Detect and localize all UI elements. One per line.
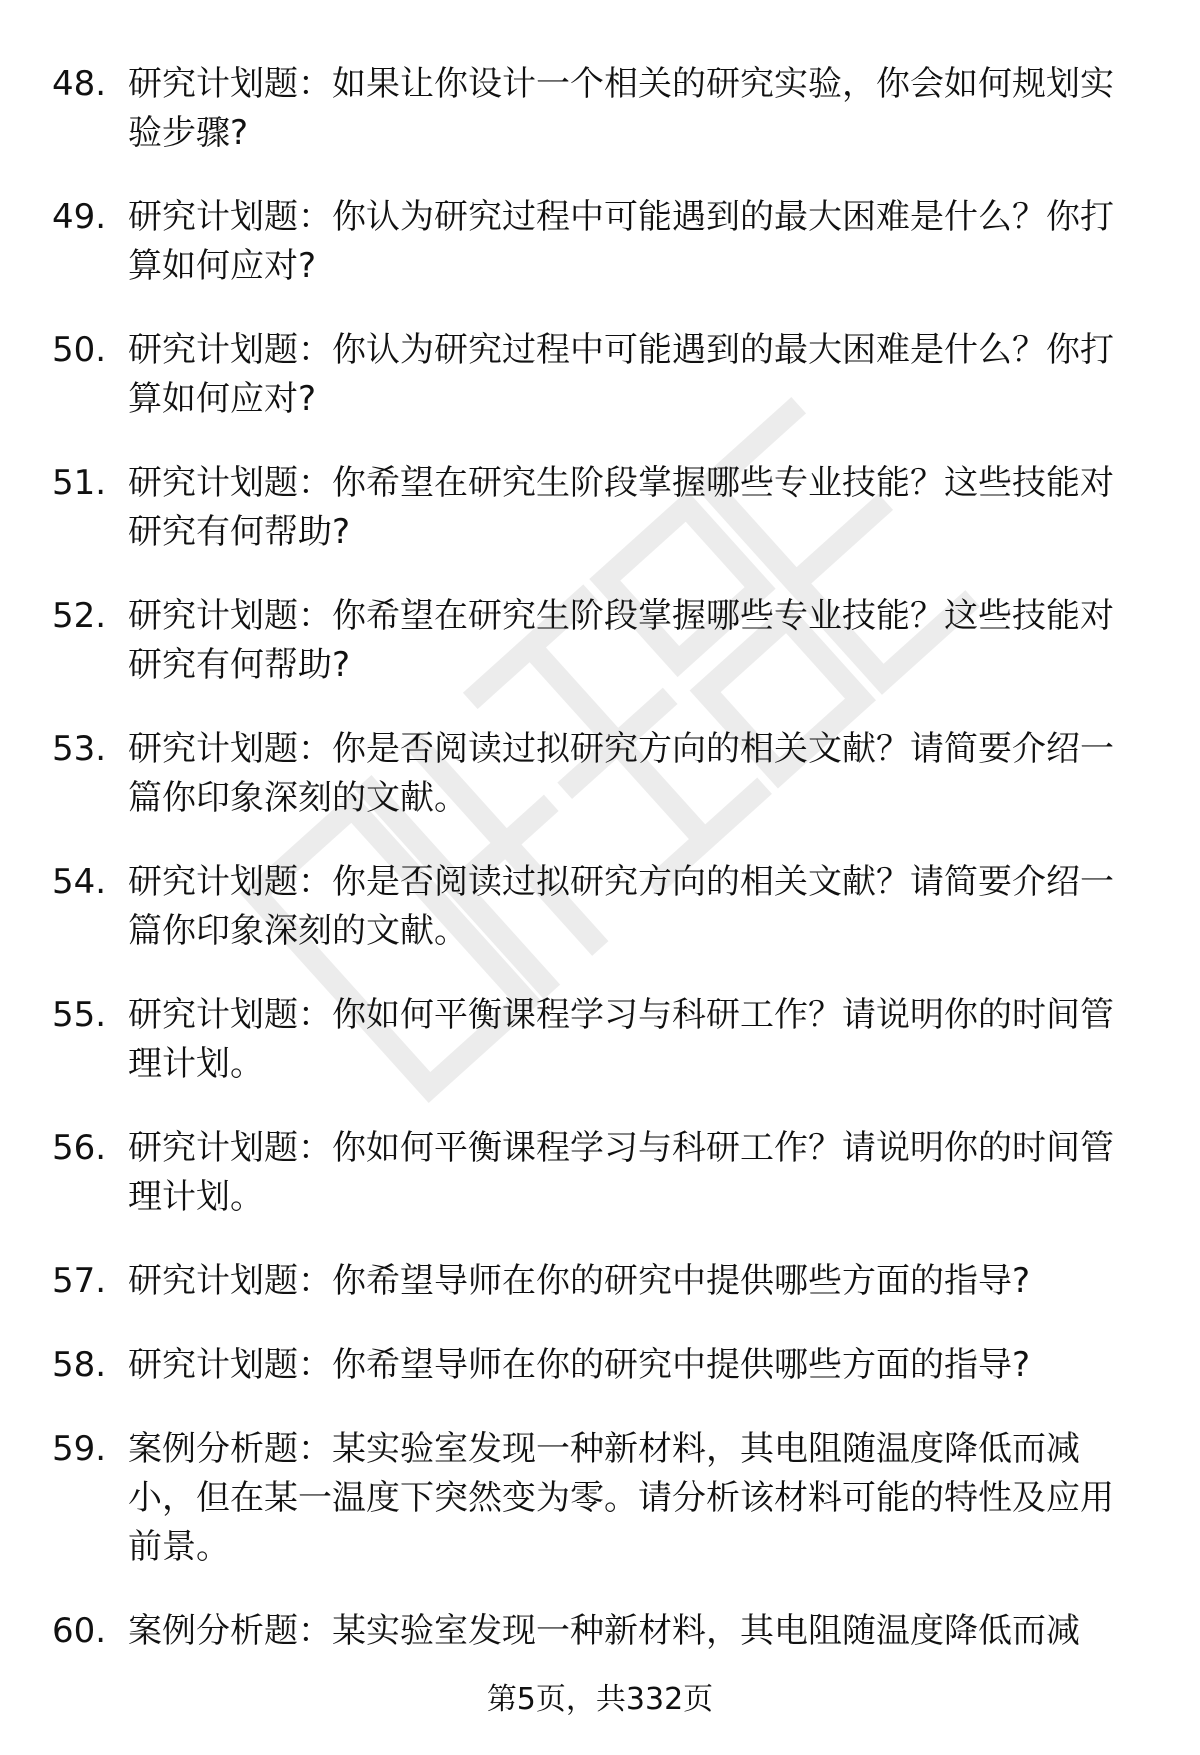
question-item — [52, 991, 1142, 1089]
question-item — [52, 1257, 1142, 1306]
question-text: 研究计划题：你希望在研究生阶段掌握哪些专业技能？这些技能对研究有何帮助? — [128, 596, 1114, 685]
question-item — [52, 592, 1142, 690]
question-text: 案例分析题：某实验室发现一种新材料，其电阻随温度降低而减小，但在某一温度下突然变为零。请分析该材料可能的特性及应用前景。 — [128, 1429, 1114, 1567]
question-number: 55. — [52, 995, 107, 1035]
question-text: 研究计划题：你认为研究过程中可能遇到的最大困难是什么？你打算如何应对? — [128, 330, 1114, 419]
page-footer: 第5页，共332页 — [486, 1682, 714, 1717]
question-number: 54. — [52, 862, 107, 902]
question-text: 案例分析题：某实验室发现一种新材料，其电阻随温度降低而减 — [128, 1611, 1080, 1651]
question-text: 研究计划题：你如何平衡课程学习与科研工作？请说明你的时间管理计划。 — [128, 1128, 1114, 1217]
question-list — [52, 60, 1142, 1656]
question-number: 59. — [52, 1429, 107, 1469]
question-number: 49. — [52, 197, 107, 237]
question-text: 研究计划题：你如何平衡课程学习与科研工作？请说明你的时间管理计划。 — [128, 995, 1114, 1084]
question-item — [52, 459, 1142, 557]
question-item — [52, 1124, 1142, 1222]
question-text: 研究计划题：你希望导师在你的研究中提供哪些方面的指导? — [128, 1261, 1031, 1301]
question-number: 52. — [52, 596, 107, 636]
question-text: 研究计划题：你是否阅读过拟研究方向的相关文献？请简要介绍一篇你印象深刻的文献。 — [128, 862, 1114, 951]
question-item — [52, 1425, 1142, 1572]
question-number: 58. — [52, 1345, 107, 1385]
question-number: 48. — [52, 64, 107, 104]
question-number: 51. — [52, 463, 107, 503]
question-item — [52, 1341, 1142, 1390]
question-number: 50. — [52, 330, 107, 370]
question-item — [52, 60, 1142, 158]
question-text: 研究计划题：你希望导师在你的研究中提供哪些方面的指导? — [128, 1345, 1031, 1385]
question-item — [52, 725, 1142, 823]
question-item — [52, 1607, 1142, 1656]
question-text: 研究计划题：如果让你设计一个相关的研究实验，你会如何规划实验步骤? — [128, 64, 1114, 153]
question-number: 56. — [52, 1128, 107, 1168]
question-number: 57. — [52, 1261, 107, 1301]
question-item — [52, 193, 1142, 291]
question-text: 研究计划题：你认为研究过程中可能遇到的最大困难是什么？你打算如何应对? — [128, 197, 1114, 286]
question-item — [52, 326, 1142, 424]
question-number: 53. — [52, 729, 107, 769]
question-text: 研究计划题：你是否阅读过拟研究方向的相关文献？请简要介绍一篇你印象深刻的文献。 — [128, 729, 1114, 818]
question-item — [52, 858, 1142, 956]
question-text: 研究计划题：你希望在研究生阶段掌握哪些专业技能？这些技能对研究有何帮助? — [128, 463, 1114, 552]
question-number: 60. — [52, 1611, 107, 1651]
